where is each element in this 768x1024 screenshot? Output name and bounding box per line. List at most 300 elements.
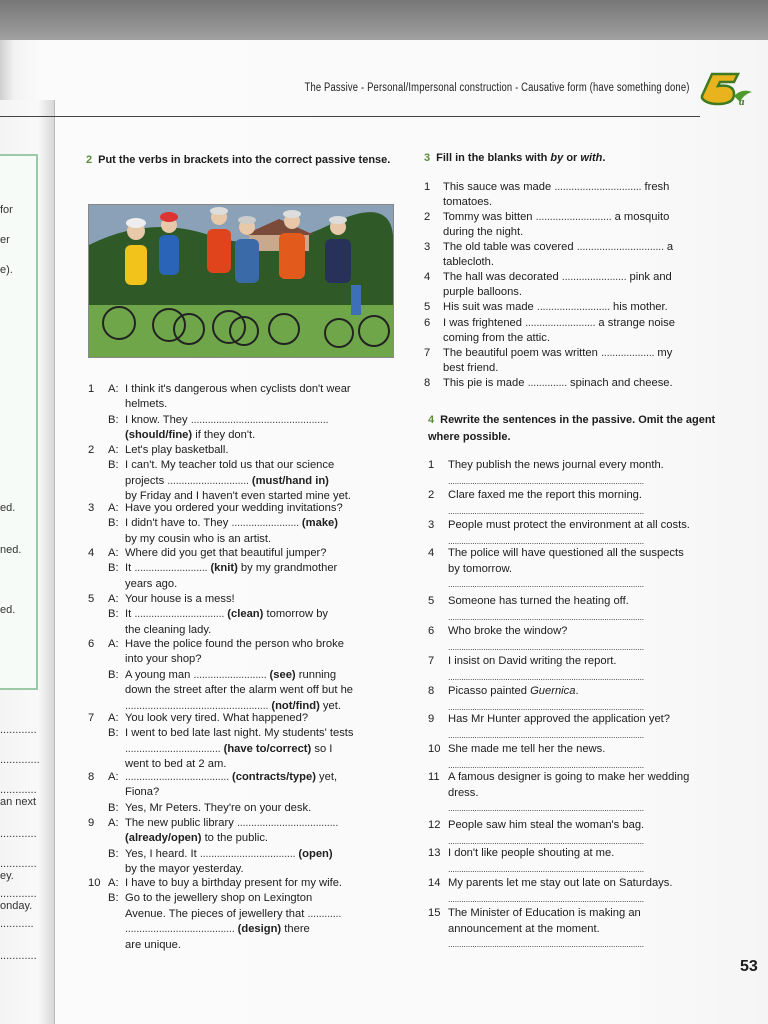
verb-prompt: (must/hand in) (248, 474, 329, 487)
text: I have to buy a birthday present for my wife. (125, 877, 343, 889)
ex3-item (424, 270, 736, 300)
svg-text:a: a (739, 96, 745, 108)
ex3-item (424, 180, 736, 210)
left-page-fragment: ............ (0, 724, 37, 736)
ex3-instruction (424, 150, 744, 167)
line-text (125, 770, 337, 785)
answer-line: ......................................................................................... (448, 535, 644, 546)
item-number: 7 (428, 655, 435, 667)
line-text (443, 210, 669, 225)
sentence-text: My parents let me stay out late on Saturdays. (448, 877, 673, 889)
ex2-instruction-text: Put the verbs in brackets into the correct passive tense. (98, 154, 391, 166)
ex2-item (88, 711, 406, 773)
text: coming from the attic. (443, 332, 550, 344)
item-number: 9 (88, 817, 95, 829)
speaker-label: B: (108, 413, 119, 426)
item-number: 1 (428, 459, 435, 471)
verb-prompt: (clean) (224, 608, 264, 621)
ex4-item (428, 906, 744, 953)
ex3-item (424, 240, 736, 270)
ex2-number: 2 (86, 154, 93, 166)
item-number: 8 (424, 377, 431, 389)
verb-prompt: (design) (234, 923, 282, 936)
item-number: 1 (424, 181, 431, 193)
text: helmets. (125, 398, 168, 411)
left-page-fragment: ed. (0, 604, 16, 616)
ex2-item (88, 876, 406, 953)
speaker-label: A: (108, 444, 119, 456)
ex4-item (428, 846, 744, 877)
answer-blank: ............................... (576, 241, 664, 253)
line-text (125, 443, 229, 458)
speaker-label: B: (108, 562, 119, 575)
sentence-text: People must protect the environment at all costs. (448, 519, 690, 531)
answer-blank: .............. (527, 377, 567, 389)
line-text (443, 270, 672, 285)
item-number: 9 (428, 713, 435, 725)
line-text (443, 195, 492, 210)
text: It (125, 562, 135, 575)
text: pink and (626, 271, 672, 283)
line-text (125, 546, 327, 561)
item-number: 7 (424, 347, 431, 359)
ex3-number: 3 (424, 152, 431, 164)
text: I think it's dangerous when cyclists don't wear (125, 383, 351, 395)
sentence-text: The Minister of Education is making an (448, 907, 641, 919)
line-text (125, 501, 343, 516)
answer-blank: .................................. (199, 847, 296, 860)
item-number: 13 (428, 847, 441, 859)
answer-line: ......................................................................................... (448, 579, 644, 589)
item-number: 7 (88, 712, 95, 724)
ex3-item (424, 300, 736, 315)
text: It (125, 608, 135, 621)
line-text (125, 607, 328, 622)
text: This pie is made (443, 377, 528, 389)
line-text (125, 561, 337, 576)
line-text (443, 331, 550, 346)
ex2-item (88, 637, 406, 714)
verb-prompt: (see) (266, 668, 296, 681)
item-number: 8 (88, 771, 95, 783)
text: into your shop? (125, 653, 202, 666)
text: are unique. (125, 938, 181, 951)
instruction-part: with (580, 152, 603, 164)
line-text (125, 397, 167, 412)
speaker-label: A: (108, 817, 119, 829)
speaker-label: B: (108, 847, 119, 860)
line-text (125, 474, 329, 489)
ex2-item (88, 816, 406, 878)
answer-line: ......................................................................................... (448, 759, 644, 770)
line-text (125, 785, 159, 800)
text: spinach and cheese. (566, 377, 673, 389)
text: my (654, 347, 673, 359)
speaker-label: B: (108, 459, 119, 472)
line-text (125, 683, 353, 698)
verb-prompt: (should/fine) (125, 429, 193, 442)
ex2-item (88, 770, 406, 816)
answer-line: ......................................................................................... (448, 611, 644, 622)
instruction-part: by (550, 152, 564, 164)
text: a strange noise (595, 317, 675, 329)
line-text (443, 316, 675, 331)
left-page-fragment: ed. (0, 502, 16, 514)
left-page-fragment: ey. (0, 870, 14, 882)
text: This sauce was made (443, 181, 555, 193)
verb-prompt: (not/find) (268, 699, 320, 712)
text: there (281, 923, 310, 936)
line-text (125, 458, 334, 473)
ex4-item (428, 876, 744, 907)
answer-line: ......................................................................................... (448, 863, 644, 874)
answer-blank: ............................... (554, 181, 642, 193)
text: The new public library (125, 817, 237, 829)
line-text (443, 361, 498, 376)
ex2-item (88, 592, 406, 638)
line-text (125, 623, 211, 638)
speaker-label: A: (108, 712, 119, 724)
text: Where did you get that beautiful jumper? (125, 547, 327, 559)
line-text (125, 938, 181, 953)
line-text (125, 652, 202, 667)
line-text (125, 532, 271, 547)
text: down the street after the alarm went off but he (125, 684, 354, 697)
page-header (70, 78, 690, 104)
sentence-text: Has Mr Hunter approved the application yet? (448, 713, 671, 725)
left-page-fragment: ............ (0, 828, 37, 840)
line-text (125, 801, 311, 816)
unit-badge-icon (694, 66, 754, 108)
speaker-label: B: (108, 801, 119, 814)
text: tablecloth. (443, 256, 494, 268)
line-text (125, 382, 351, 397)
text: The beautiful poem was written (443, 347, 601, 359)
sentence-text: They publish the news journal every month. (448, 459, 664, 471)
item-number: 3 (428, 519, 435, 531)
text: The old table was covered (443, 241, 577, 253)
left-page-fragment: ........... (0, 918, 34, 930)
text: You look very tired. What happened? (125, 712, 309, 724)
text: I went to bed late last night. My students' tests (125, 727, 354, 740)
ex4-item (428, 594, 744, 625)
ex4-item (428, 546, 744, 593)
item-number: 2 (424, 211, 431, 223)
line-text (443, 240, 673, 255)
text: Have you ordered your wedding invitations? (125, 502, 343, 514)
left-page-fragment: ned. (0, 544, 22, 556)
sentence-text: I don't like people shouting at me. (448, 847, 615, 859)
answer-line: ......................................................................................... (448, 671, 644, 682)
answer-blank: ........................ (231, 517, 299, 530)
line-text (125, 847, 333, 862)
answer-blank: .......................... (193, 668, 267, 681)
item-number: 1 (88, 383, 95, 395)
ex2-item (88, 546, 406, 592)
item-number: 11 (428, 771, 440, 783)
text: a (663, 241, 674, 253)
ex4-number: 4 (428, 414, 435, 426)
text: purple balloons. (443, 286, 522, 298)
answer-blank: ................... (600, 347, 655, 359)
line-text (125, 922, 310, 937)
line-text (443, 346, 672, 361)
item-number: 10 (428, 743, 441, 755)
ex3-item (424, 376, 736, 391)
text: to the public. (201, 832, 269, 845)
sentence-text: She made me tell her the news. (448, 743, 606, 755)
ex3-instruction-text (436, 152, 605, 164)
answer-blank: ............................. (167, 474, 249, 487)
answer-blank: ....................... (561, 271, 627, 283)
item-number: 3 (424, 241, 431, 253)
ex4-item (428, 488, 744, 519)
answer-blank: ..................................... (125, 771, 229, 783)
sentence-text: I insist on David writing the report. (448, 655, 617, 667)
cyclists-photo (88, 204, 394, 358)
verb-prompt: (make) (298, 517, 339, 530)
answer-blank: .......................... (134, 562, 208, 575)
text: so I (311, 742, 333, 755)
text: Avenue. The pieces of jewellery that (125, 907, 308, 920)
header-rule (0, 116, 700, 117)
text: yet. (319, 699, 341, 712)
text: His suit was made (443, 301, 537, 313)
answer-line: ......................................................................................... (448, 475, 644, 486)
left-page-fragment: for (0, 204, 13, 216)
verb-prompt: (open) (295, 847, 333, 860)
ex4-instruction-text: Rewrite the sentences in the passive. Omit the agent where possible. (428, 414, 716, 443)
answer-blank: ....................................... (125, 923, 235, 936)
header-title: The Passive - Personal/Impersonal construction - Causative form (have something done) (304, 82, 690, 94)
answer-line: ......................................................................................... (448, 505, 644, 516)
speaker-label: B: (108, 517, 119, 530)
speaker-label: A: (108, 877, 119, 889)
text: . (575, 685, 579, 697)
instruction-part: or (563, 152, 581, 164)
line-text (125, 711, 308, 726)
text: running (295, 668, 337, 681)
text: I was frightened (443, 317, 526, 329)
line-text (125, 577, 177, 592)
line-text (125, 726, 354, 741)
instruction-part: Fill in the blanks with (436, 152, 551, 164)
answer-line: ......................................................................................... (448, 641, 644, 652)
line-text (125, 637, 344, 652)
item-number: 5 (428, 595, 435, 607)
text: Go to the jewellery shop on Lexington (125, 892, 313, 905)
verb-prompt: (already/open) (125, 832, 202, 845)
ex4-item (428, 458, 744, 489)
left-page-fragment: onday. (0, 900, 33, 912)
text: Yes, I heard. It (125, 847, 200, 860)
line-text (443, 285, 522, 300)
speaker-label: B: (108, 892, 119, 905)
text: I know. They (125, 413, 191, 426)
line-text (125, 742, 332, 757)
text: The hall was decorated (443, 271, 562, 283)
text: the cleaning lady. (125, 623, 212, 636)
speaker-label: B: (108, 668, 119, 681)
item-number: 4 (428, 547, 435, 559)
text: if they don't. (192, 429, 256, 442)
ex3-item (424, 346, 736, 376)
text: Have the police found the person who broke (125, 638, 344, 650)
item-number: 15 (428, 907, 441, 919)
ex4-item (428, 712, 744, 743)
text: by Friday and I haven't even started mine yet. (125, 490, 352, 503)
item-number: 4 (424, 271, 431, 283)
item-number: 10 (88, 877, 101, 889)
text: A young man (125, 668, 194, 681)
sentence-text: A famous designer is going to make her wedding (448, 771, 690, 783)
ex4-item (428, 770, 744, 817)
left-page-fragment: er (0, 234, 10, 246)
left-page-fragment: e). (0, 264, 13, 276)
text: best friend. (443, 362, 499, 374)
line-text (443, 225, 523, 240)
ex2-item (88, 443, 406, 505)
sentence-text: Someone has turned the heating off. (448, 595, 629, 607)
item-number: 14 (428, 877, 441, 889)
item-number: 5 (88, 593, 95, 605)
text: Yes, Mr Peters. They're on your desk. (125, 801, 312, 814)
left-page-fragment: ............ (0, 784, 37, 796)
text: a mosquito (611, 211, 670, 223)
line-text (125, 516, 338, 531)
text: years ago. (125, 577, 178, 590)
text: Fiona? (125, 786, 160, 799)
page-number: 53 (740, 958, 758, 975)
speaker-label: A: (108, 771, 119, 783)
line-text (443, 180, 669, 195)
item-number: 6 (428, 625, 435, 637)
text: I didn't have to. They (125, 517, 232, 530)
line-text (125, 428, 255, 443)
sentence-text: announcement at the moment. (448, 922, 600, 935)
text: Tommy was bitten (443, 211, 536, 223)
speaker-label: B: (108, 727, 119, 740)
answer-line: ......................................................................................... (448, 701, 644, 712)
speaker-label: A: (108, 547, 119, 559)
text: went to bed at 2 am. (125, 758, 227, 771)
item-number: 5 (424, 301, 431, 313)
text: projects (125, 474, 168, 487)
answer-blank: .................................. (125, 742, 221, 755)
item-number: 2 (88, 444, 95, 456)
verb-prompt: (have to/correct) (220, 742, 312, 755)
left-page-fragment: ............ (0, 858, 37, 870)
answer-line: ......................................................................................... (448, 893, 644, 904)
text: during the night. (443, 226, 524, 238)
sentence-text: People saw him steal the woman's bag. (448, 819, 645, 831)
sentence-text: The police will have questioned all the suspects (448, 547, 684, 559)
line-text (125, 876, 342, 891)
ex2-item (88, 501, 406, 547)
line-text (125, 668, 336, 683)
instruction-part: . (602, 152, 606, 164)
speaker-label: A: (108, 593, 119, 605)
speaker-label: A: (108, 502, 119, 514)
italic-title: Guernica (530, 685, 576, 697)
speaker-label: A: (108, 638, 119, 650)
item-number: 3 (88, 502, 95, 514)
answer-blank: ........................... (535, 211, 612, 223)
answer-blank: ................................................. (190, 413, 329, 426)
line-text (125, 413, 328, 428)
answer-line: ......................................................................................... (448, 729, 644, 740)
text: yet, (315, 771, 338, 783)
item-number: 6 (424, 317, 431, 329)
line-text (125, 592, 235, 607)
text: tomatoes. (443, 196, 493, 208)
left-page-fragment: ............ (0, 950, 37, 962)
left-page-fragment: ............. (0, 754, 40, 766)
verb-prompt: (contracts/type) (228, 771, 316, 783)
ex4-item (428, 654, 744, 685)
text: tomorrow by (263, 608, 329, 621)
sentence-text: Picasso painted Guernica. (448, 685, 579, 697)
answer-line: ......................................................................................... (448, 835, 644, 846)
sentence-text: Who broke the window? (448, 625, 568, 637)
answer-blank: .................................... (236, 817, 339, 829)
item-number: 12 (428, 819, 441, 831)
text: by the mayor yesterday. (125, 863, 244, 876)
text: Your house is a mess! (125, 593, 235, 605)
ex4-item (428, 684, 744, 715)
ex4-item (428, 818, 744, 849)
ex4-item (428, 742, 744, 773)
ex4-instruction (428, 412, 740, 446)
ex3-item (424, 316, 736, 346)
verb-prompt: (knit) (207, 562, 238, 575)
sentence-text: by tomorrow. (448, 562, 513, 575)
item-number: 4 (88, 547, 95, 559)
ex2-item (88, 382, 406, 444)
text: by my grandmother (237, 562, 338, 575)
text: by my cousin who is an artist. (125, 532, 272, 545)
ex4-item (428, 518, 744, 549)
text: Let's play basketball. (125, 444, 229, 456)
line-text (443, 376, 673, 391)
text: fresh (641, 181, 670, 193)
answer-blank: ................................................... (125, 699, 269, 712)
left-page-fragment: ............ (0, 888, 37, 900)
item-number: 6 (88, 638, 95, 650)
item-number: 2 (428, 489, 435, 501)
answer-line: ......................................................................................... (448, 939, 644, 949)
line-text (125, 891, 312, 906)
answer-blank: ............ (307, 907, 342, 920)
sentence-text: dress. (448, 786, 479, 799)
text: I can't. My teacher told us that our science (125, 459, 335, 472)
speaker-label: B: (108, 608, 119, 621)
item-number: 8 (428, 685, 435, 697)
line-text (125, 831, 268, 846)
line-text (125, 907, 341, 922)
answer-line: ......................................................................................... (448, 803, 644, 813)
left-page-fragment: an next (0, 796, 37, 808)
line-text (443, 255, 494, 270)
answer-blank: ......................... (525, 317, 596, 329)
sentence-text: Clare faxed me the report this morning. (448, 489, 643, 501)
text: his mother. (609, 301, 668, 313)
ex2-instruction (86, 152, 402, 169)
ex4-item (428, 624, 744, 655)
answer-blank: .......................... (536, 301, 610, 313)
answer-blank: ................................ (134, 608, 225, 621)
line-text (443, 300, 668, 315)
